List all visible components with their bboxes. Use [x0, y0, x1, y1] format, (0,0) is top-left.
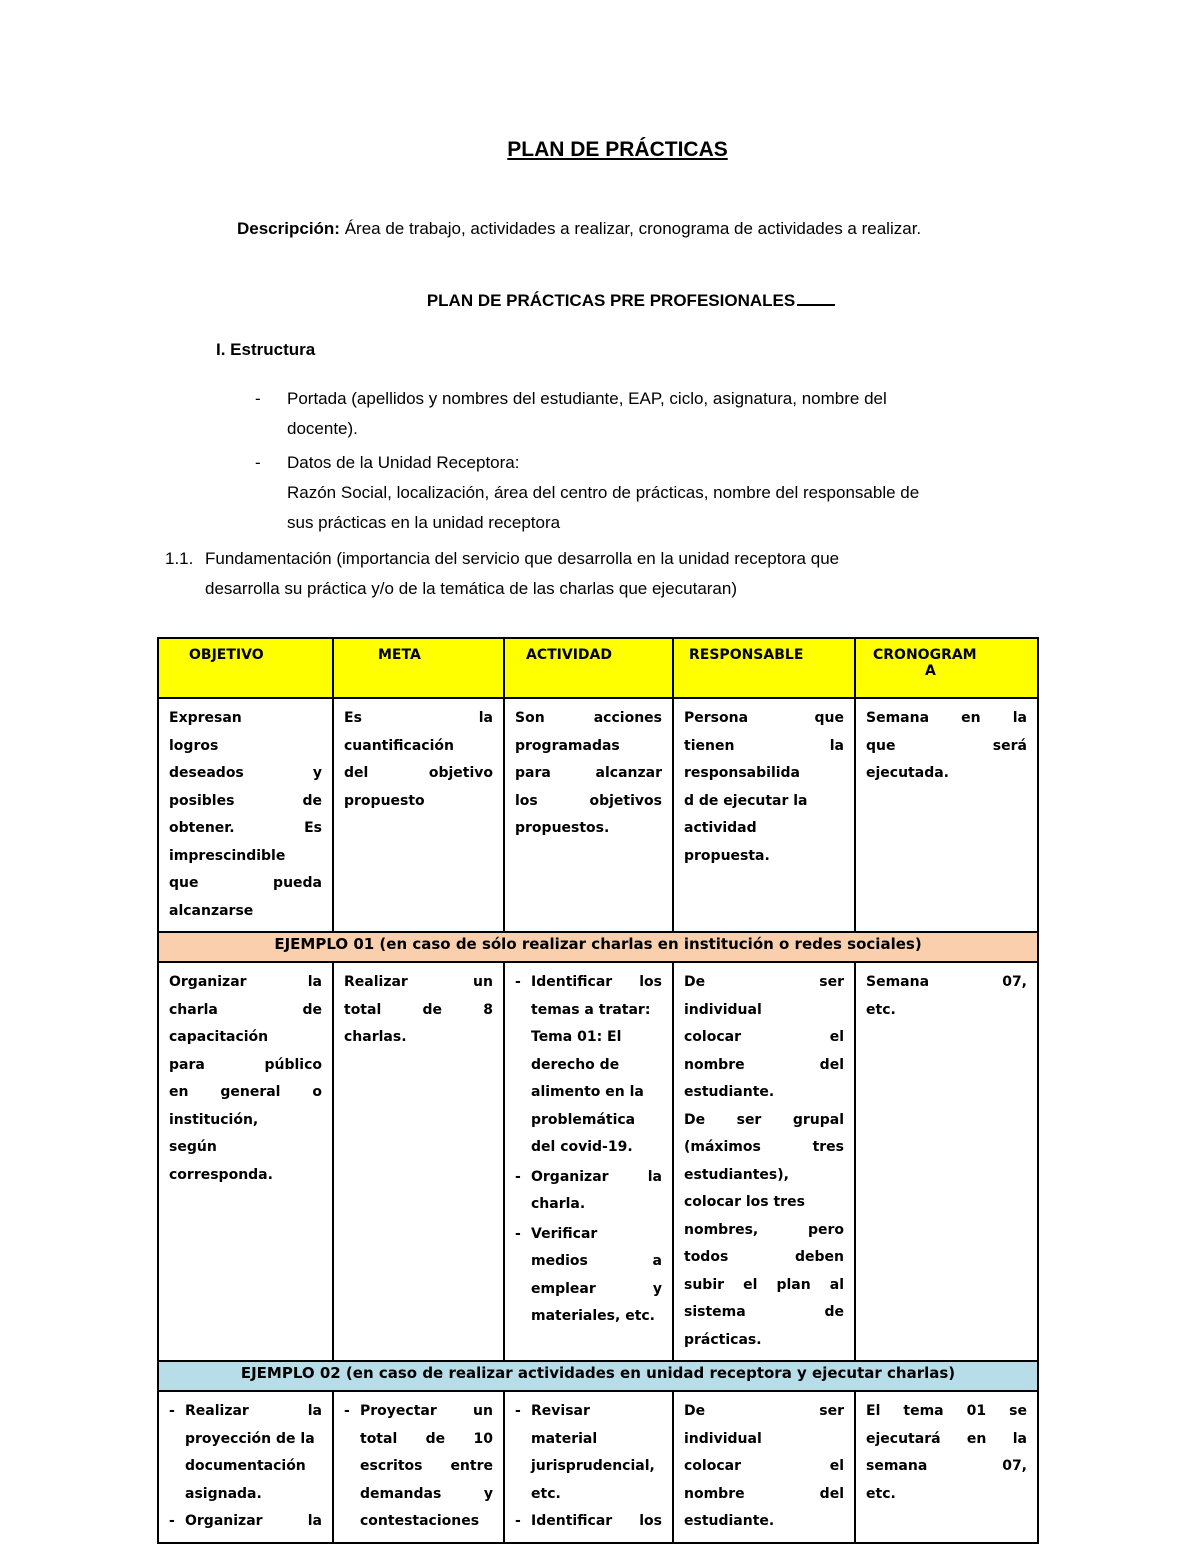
cell-meta-def: Es la cuantificación del objetivo propuesto [333, 698, 504, 932]
cell-actividad-ej2 [504, 1391, 673, 1543]
cell-meta-ej2 [333, 1391, 504, 1543]
plan-subtitle [0, 290, 1200, 311]
cell-responsable-ej2: De ser individual colocar el nombre del estudiante. [673, 1391, 855, 1543]
document-title: PLAN DE PRÁCTICAS [507, 138, 728, 161]
table-header-row [158, 638, 1038, 698]
description-label: Descripción: [237, 219, 340, 238]
numbered-fundamentacion [165, 544, 965, 604]
list-item: - Organizar la charla. [515, 1168, 662, 1212]
list-item: - Organizar la [169, 1513, 322, 1529]
table-row-example-02 [158, 1391, 1038, 1543]
cell-actividad-def: Son acciones programadas para alcanzar los objetivos propuestos. [504, 698, 673, 932]
description-line [237, 219, 921, 239]
table-row-example-01 [158, 962, 1038, 1361]
numbered-line: Fundamentación (importancia del servicio que desarrolla en la unidad receptora que [205, 549, 840, 568]
bullet-line: docente). [287, 419, 358, 438]
plan-table [157, 637, 1039, 1544]
description-text: Área de trabajo, actividades a realizar, cronograma de actividades a realizar. [339, 219, 922, 238]
list-item: - Proyectar un total de 10 escritos entre demandas y contestaciones [344, 1403, 493, 1529]
cell-objetivo-ej1: Organizar la charla de capacitación para público en general o institución, según corresponda. [158, 962, 333, 1361]
bullet-dash: - [255, 389, 261, 408]
list-item: - Identificar los [515, 1513, 662, 1529]
cell-cronograma-def: Semana en la que será ejecutada. [855, 698, 1038, 932]
table-row-definitions [158, 698, 1038, 932]
list-item: - Identificar los temas a tratar: Tema 01: El derecho de alimento en la problemática del covid-19. [515, 974, 662, 1155]
example-02-banner [158, 1361, 1038, 1391]
cell-responsable-def: Persona que tienen la responsabilida d de ejecutar la actividad propuesta. [673, 698, 855, 932]
list-item: - Revisar material jurisprudencial, etc. [515, 1403, 655, 1502]
cell-actividad-ej1 [504, 962, 673, 1361]
cell-cronograma-ej1: Semana 07, etc. [855, 962, 1038, 1361]
cell-objetivo-ej2 [158, 1391, 333, 1543]
example-01-label: EJEMPLO 01 (en caso de sólo realizar charlas en institución o redes sociales) [158, 932, 1038, 962]
bullet-line: sus prácticas en la unidad receptora [287, 513, 561, 532]
example-01-banner [158, 932, 1038, 962]
bullet-unidad-receptora [255, 448, 1015, 538]
bullet-line: Razón Social, localización, área del centro de prácticas, nombre del responsable de [287, 483, 920, 502]
bullet-portada [255, 384, 1015, 444]
plan-subtitle-text: PLAN DE PRÁCTICAS PRE PROFESIONALES [426, 291, 796, 310]
header-responsable: RESPONSABLE [673, 638, 855, 698]
header-meta: META [333, 638, 504, 698]
header-cronograma: CRONOGRAM A [855, 638, 1038, 698]
cell-objetivo-def: Expresan logros deseados y posibles de obtener. Es imprescindible que pueda alcanzarse [158, 698, 333, 932]
bullet-line: Datos de la Unidad Receptora: [287, 453, 520, 472]
blank-underline [797, 290, 835, 306]
bullet-line: Portada (apellidos y nombres del estudiante, EAP, ciclo, asignatura, nombre del [287, 389, 887, 408]
header-actividad: ACTIVIDAD [504, 638, 673, 698]
cell-meta-ej1: Realizar un total de 8 charlas. [333, 962, 504, 1361]
list-item: - Realizar la proyección de la documentación asignada. [169, 1403, 322, 1502]
cell-cronograma-ej2: El tema 01 se ejecutará en la semana 07, etc. [855, 1391, 1038, 1543]
list-item: - Verificar medios a emplear y materiales, etc. [515, 1225, 662, 1324]
bullet-dash: - [255, 453, 261, 472]
numbered-line: desarrolla su práctica y/o de la temática de las charlas que ejecutaran) [205, 579, 738, 598]
item-number: 1.1. [165, 549, 194, 568]
header-objetivo: OBJETIVO [158, 638, 333, 698]
example-02-label: EJEMPLO 02 (en caso de realizar actividades en unidad receptora y ejecutar charlas) [158, 1361, 1038, 1391]
section-heading: I. Estructura [216, 340, 316, 359]
cell-responsable-ej1: De ser individual colocar el nombre del estudiante. De ser grupal (máximos tres estudiantes), colocar los tres nombres, pero todos deben subir el plan al sistema de prácticas. [673, 962, 855, 1361]
